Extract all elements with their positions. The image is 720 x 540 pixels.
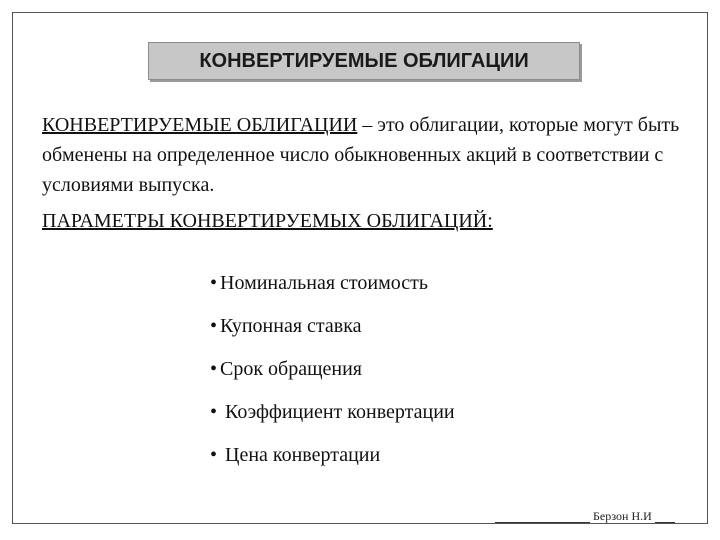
list-item xyxy=(210,268,455,311)
definition-paragraph xyxy=(42,110,682,200)
bullet-icon: • xyxy=(210,444,218,466)
list-item xyxy=(210,440,455,483)
definition-text: – это облигации, которые могут быть обменены на определенное число обыкновенных акций в соответствии с условиями выпуска. xyxy=(42,114,680,196)
list-item xyxy=(210,354,455,397)
slide-title: КОНВЕРТИРУЕМЫЕ ОБЛИГАЦИИ xyxy=(199,50,529,72)
title-box xyxy=(148,42,580,80)
list-item xyxy=(210,397,455,440)
param-label: Срок обращения xyxy=(220,358,362,380)
list-item xyxy=(210,311,455,354)
author-caption: Берзон Н.И xyxy=(590,509,655,523)
params-heading: ПАРАМЕТРЫ КОНВЕРТИРУЕМЫХ ОБЛИГАЦИЙ: xyxy=(42,210,493,232)
bullet-icon: • xyxy=(210,401,218,423)
param-label: Купонная ставка xyxy=(220,315,362,337)
definition-term: КОНВЕРТИРУЕМЫЕ ОБЛИГАЦИИ xyxy=(42,114,358,136)
param-label: Номинальная стоимость xyxy=(220,272,429,294)
bullet-icon: • xyxy=(210,272,218,294)
params-list xyxy=(210,268,455,483)
bullet-icon: • xyxy=(210,358,218,380)
param-label: Цена конвертации xyxy=(220,444,381,466)
param-label: Коэффициент конвертации xyxy=(220,401,455,423)
bullet-icon: • xyxy=(210,315,218,337)
